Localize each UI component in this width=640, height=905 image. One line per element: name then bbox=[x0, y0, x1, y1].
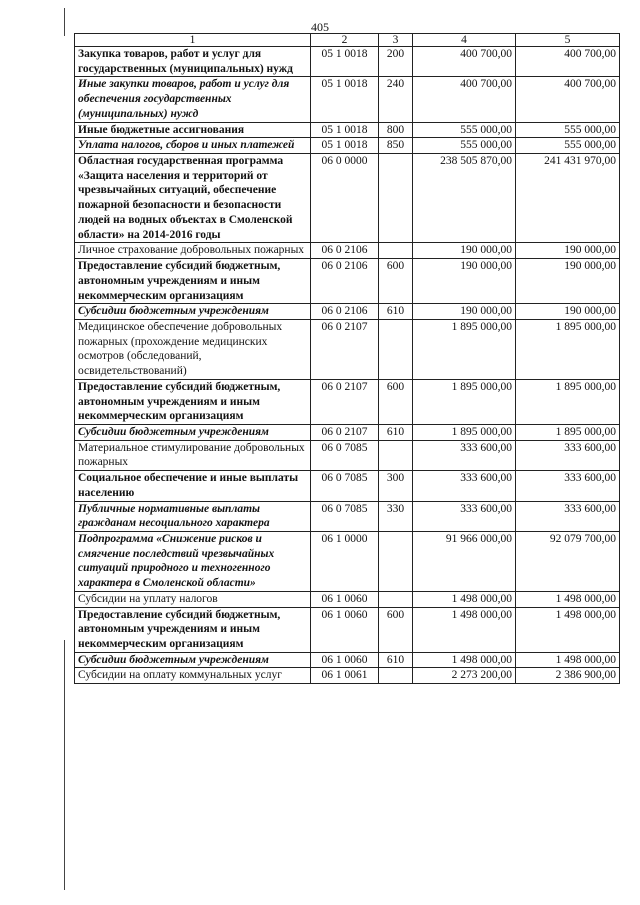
header-cell: 2 bbox=[311, 34, 379, 47]
row-vr-cell: 300 bbox=[379, 471, 413, 501]
header-row bbox=[75, 34, 620, 47]
row-code-cell: 06 1 0060 bbox=[311, 591, 379, 607]
budget-table bbox=[74, 33, 620, 684]
table-row bbox=[75, 532, 620, 592]
row-vr-cell: 200 bbox=[379, 47, 413, 77]
table-row bbox=[75, 122, 620, 138]
row-sum-2016-cell: 1 895 000,00 bbox=[516, 319, 620, 379]
row-sum-2015-cell: 1 895 000,00 bbox=[413, 424, 516, 440]
row-name-cell: Материальное стимулирование добровольных пожарных bbox=[75, 440, 311, 470]
table-row bbox=[75, 471, 620, 501]
table-row bbox=[75, 652, 620, 668]
row-vr-cell bbox=[379, 668, 413, 684]
row-sum-2015-cell: 400 700,00 bbox=[413, 77, 516, 122]
row-vr-cell: 600 bbox=[379, 607, 413, 652]
row-sum-2016-cell: 190 000,00 bbox=[516, 243, 620, 259]
row-code-cell: 05 1 0018 bbox=[311, 138, 379, 154]
row-name-cell: Иные бюджетные ассигнования bbox=[75, 122, 311, 138]
row-name-cell: Предоставление субсидий бюджетным, автономным учреждениям и иным некоммерческим организациям bbox=[75, 607, 311, 652]
row-sum-2015-cell: 238 505 870,00 bbox=[413, 154, 516, 243]
table-row bbox=[75, 154, 620, 243]
row-sum-2015-cell: 1 895 000,00 bbox=[413, 379, 516, 424]
row-name-cell: Субсидии бюджетным учреждениям bbox=[75, 304, 311, 320]
row-vr-cell bbox=[379, 440, 413, 470]
row-name-cell: Личное страхование добровольных пожарных bbox=[75, 243, 311, 259]
row-name-cell: Иные закупки товаров, работ и услуг для обеспечения государственных (муниципальных) нужд bbox=[75, 77, 311, 122]
row-sum-2015-cell: 190 000,00 bbox=[413, 304, 516, 320]
row-sum-2015-cell: 2 273 200,00 bbox=[413, 668, 516, 684]
row-sum-2016-cell: 1 895 000,00 bbox=[516, 379, 620, 424]
row-name-cell: Субсидии на оплату коммунальных услуг bbox=[75, 668, 311, 684]
row-vr-cell: 850 bbox=[379, 138, 413, 154]
table-row bbox=[75, 501, 620, 531]
row-sum-2016-cell: 555 000,00 bbox=[516, 138, 620, 154]
table-row bbox=[75, 424, 620, 440]
row-sum-2015-cell: 190 000,00 bbox=[413, 259, 516, 304]
row-code-cell: 06 1 0060 bbox=[311, 652, 379, 668]
header-cell: 3 bbox=[379, 34, 413, 47]
table-row bbox=[75, 319, 620, 379]
row-sum-2016-cell: 400 700,00 bbox=[516, 47, 620, 77]
row-code-cell: 06 0 2106 bbox=[311, 304, 379, 320]
row-sum-2016-cell: 1 498 000,00 bbox=[516, 652, 620, 668]
row-code-cell: 06 1 0000 bbox=[311, 532, 379, 592]
row-sum-2016-cell: 2 386 900,00 bbox=[516, 668, 620, 684]
row-sum-2016-cell: 333 600,00 bbox=[516, 501, 620, 531]
row-name-cell: Закупка товаров, работ и услуг для государственных (муниципальных) нужд bbox=[75, 47, 311, 77]
row-code-cell: 06 0 0000 bbox=[311, 154, 379, 243]
row-vr-cell bbox=[379, 319, 413, 379]
table-row bbox=[75, 668, 620, 684]
row-vr-cell: 600 bbox=[379, 259, 413, 304]
row-vr-cell bbox=[379, 243, 413, 259]
row-vr-cell: 610 bbox=[379, 304, 413, 320]
table-row bbox=[75, 77, 620, 122]
page-number: 405 bbox=[311, 20, 329, 34]
row-vr-cell: 240 bbox=[379, 77, 413, 122]
row-sum-2016-cell: 1 895 000,00 bbox=[516, 424, 620, 440]
row-vr-cell bbox=[379, 154, 413, 243]
row-sum-2015-cell: 333 600,00 bbox=[413, 471, 516, 501]
row-sum-2016-cell: 92 079 700,00 bbox=[516, 532, 620, 592]
table-row bbox=[75, 607, 620, 652]
row-sum-2015-cell: 333 600,00 bbox=[413, 440, 516, 470]
row-sum-2016-cell: 1 498 000,00 bbox=[516, 591, 620, 607]
table-row bbox=[75, 440, 620, 470]
table-row bbox=[75, 243, 620, 259]
row-sum-2015-cell: 190 000,00 bbox=[413, 243, 516, 259]
row-name-cell: Социальное обеспечение и иные выплаты населению bbox=[75, 471, 311, 501]
row-code-cell: 06 0 7085 bbox=[311, 440, 379, 470]
row-sum-2015-cell: 1 498 000,00 bbox=[413, 607, 516, 652]
row-code-cell: 06 0 2106 bbox=[311, 243, 379, 259]
row-code-cell: 06 0 2106 bbox=[311, 259, 379, 304]
row-code-cell: 06 0 7085 bbox=[311, 471, 379, 501]
header-cell: 5 bbox=[516, 34, 620, 47]
row-sum-2015-cell: 91 966 000,00 bbox=[413, 532, 516, 592]
row-name-cell: Публичные нормативные выплаты гражданам несоциального характера bbox=[75, 501, 311, 531]
row-vr-cell: 610 bbox=[379, 652, 413, 668]
row-sum-2016-cell: 555 000,00 bbox=[516, 122, 620, 138]
row-code-cell: 05 1 0018 bbox=[311, 47, 379, 77]
row-vr-cell: 610 bbox=[379, 424, 413, 440]
row-code-cell: 06 1 0060 bbox=[311, 607, 379, 652]
row-code-cell: 06 1 0061 bbox=[311, 668, 379, 684]
row-name-cell: Подпрограмма «Снижение рисков и смягчение последствий чрезвычайных ситуаций природного и техногенного характера в Смоленской области» bbox=[75, 532, 311, 592]
row-vr-cell: 800 bbox=[379, 122, 413, 138]
row-code-cell: 06 0 2107 bbox=[311, 319, 379, 379]
row-name-cell: Предоставление субсидий бюджетным, автономным учреждениям и иным некоммерческим организациям bbox=[75, 259, 311, 304]
row-sum-2016-cell: 333 600,00 bbox=[516, 440, 620, 470]
table-row bbox=[75, 304, 620, 320]
row-sum-2015-cell: 555 000,00 bbox=[413, 138, 516, 154]
header-cell: 1 bbox=[75, 34, 311, 47]
row-name-cell: Субсидии на уплату налогов bbox=[75, 591, 311, 607]
row-vr-cell bbox=[379, 532, 413, 592]
row-sum-2016-cell: 190 000,00 bbox=[516, 259, 620, 304]
row-name-cell: Уплата налогов, сборов и иных платежей bbox=[75, 138, 311, 154]
table-row bbox=[75, 591, 620, 607]
row-code-cell: 06 0 2107 bbox=[311, 379, 379, 424]
header-cell: 4 bbox=[413, 34, 516, 47]
row-sum-2016-cell: 241 431 970,00 bbox=[516, 154, 620, 243]
row-sum-2015-cell: 1 498 000,00 bbox=[413, 652, 516, 668]
row-code-cell: 06 0 2107 bbox=[311, 424, 379, 440]
row-sum-2015-cell: 555 000,00 bbox=[413, 122, 516, 138]
row-name-cell: Субсидии бюджетным учреждениям bbox=[75, 424, 311, 440]
table-row bbox=[75, 259, 620, 304]
table-row bbox=[75, 379, 620, 424]
row-sum-2016-cell: 333 600,00 bbox=[516, 471, 620, 501]
row-name-cell: Областная государственная программа «Защита населения и территорий от чрезвычайных ситуаций, обеспечение пожарной безопасности и безопасности людей на водных объектах в Смоленской области» на 2014-2016 годы bbox=[75, 154, 311, 243]
row-sum-2015-cell: 333 600,00 bbox=[413, 501, 516, 531]
row-vr-cell: 600 bbox=[379, 379, 413, 424]
row-sum-2016-cell: 190 000,00 bbox=[516, 304, 620, 320]
table-body bbox=[75, 47, 620, 684]
row-sum-2016-cell: 400 700,00 bbox=[516, 77, 620, 122]
row-name-cell: Субсидии бюджетным учреждениям bbox=[75, 652, 311, 668]
row-sum-2015-cell: 1 498 000,00 bbox=[413, 591, 516, 607]
margin-rule-bottom bbox=[64, 640, 65, 890]
row-vr-cell bbox=[379, 591, 413, 607]
table-row bbox=[75, 47, 620, 77]
row-code-cell: 06 0 7085 bbox=[311, 501, 379, 531]
row-vr-cell: 330 bbox=[379, 501, 413, 531]
row-name-cell: Предоставление субсидий бюджетным, автономным учреждениям и иным некоммерческим организациям bbox=[75, 379, 311, 424]
row-code-cell: 05 1 0018 bbox=[311, 77, 379, 122]
row-name-cell: Медицинское обеспечение добровольных пожарных (прохождение медицинских осмотров (обследований, освидетельствований) bbox=[75, 319, 311, 379]
row-code-cell: 05 1 0018 bbox=[311, 122, 379, 138]
row-sum-2016-cell: 1 498 000,00 bbox=[516, 607, 620, 652]
row-sum-2015-cell: 400 700,00 bbox=[413, 47, 516, 77]
row-sum-2015-cell: 1 895 000,00 bbox=[413, 319, 516, 379]
table-row bbox=[75, 138, 620, 154]
